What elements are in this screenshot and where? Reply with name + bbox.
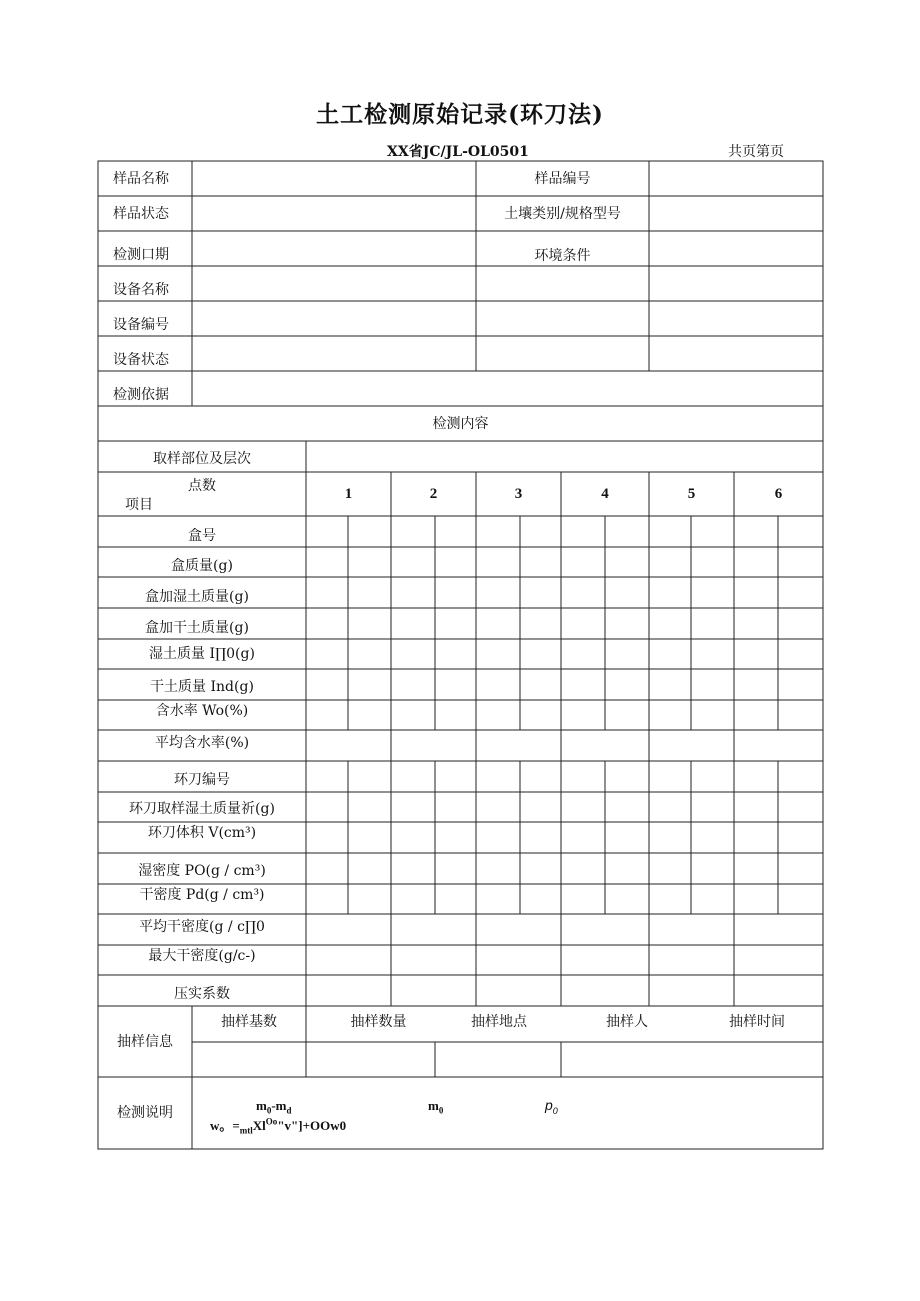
sampling-qty-label: 抽样数量 <box>350 1014 407 1030</box>
sample-state-label: 样品状态 <box>113 205 169 222</box>
box-wet-mass-label: 盒加湿土质量(g) <box>145 588 249 605</box>
sampling-person-label: 抽样人 <box>606 1014 648 1030</box>
points-label: 点数 <box>188 478 216 494</box>
sampling-time-label: 抽样时间 <box>729 1014 785 1030</box>
point-5-header: 5 <box>687 485 696 502</box>
point-4-header: 4 <box>601 485 609 502</box>
avg-water-content-label: 平均含水率(%) <box>154 734 250 751</box>
point-1-header: 1 <box>344 485 353 502</box>
sampling-info-label: 抽样信息 <box>117 1033 173 1050</box>
page-title: 土工检测原始记录(环刀法) <box>316 101 604 128</box>
environment-label: 环境条件 <box>534 247 591 264</box>
item-label: 项目 <box>125 497 153 513</box>
point-6-header: 6 <box>774 485 783 502</box>
equipment-name-label: 设备名称 <box>113 282 169 298</box>
dry-soil-mass-label: 干土质量 Ind(g) <box>150 678 254 695</box>
equipment-no-label: 设备编号 <box>113 317 169 333</box>
sample-name-label: 样品名称 <box>113 170 169 187</box>
soil-type-label: 土壤类别/规格型号 <box>504 205 621 222</box>
formula-p0: $p_0$ <box>545 1097 558 1116</box>
point-2-header: 2 <box>429 485 438 502</box>
sampling-base-label: 抽样基数 <box>221 1014 277 1030</box>
wet-soil-mass-label: 湿土质量 I∏0(g) <box>149 646 255 662</box>
box-mass-label: 盒质量(g) <box>171 558 233 574</box>
page-count: 共页第页 <box>728 144 784 160</box>
formula-m0: $m_0$ <box>428 1098 444 1116</box>
ring-no-label: 环刀编号 <box>174 771 230 788</box>
max-dry-density-label: 最大干密度(g/c-) <box>148 948 256 964</box>
box-no-label: 盒号 <box>188 527 216 544</box>
avg-dry-density-label: 平均干密度(g / c∏0 <box>139 918 265 935</box>
wet-density-label: 湿密度 PO(g / cm³) <box>138 862 266 879</box>
formula-water-content: w。$=_{mtl}Xl^{Oo}"v"]+OOw0$ <box>210 1116 347 1136</box>
sampling-location-label: 取样部位及层次 <box>153 450 251 467</box>
ring-wet-mass-label: 环刀取样湿土质量祈(g) <box>129 801 275 817</box>
box-dry-mass-label: 盒加干土质量(g) <box>145 619 249 636</box>
test-basis-label: 检测依据 <box>113 387 169 403</box>
test-notes-label: 检测说明 <box>117 1105 173 1121</box>
water-content-label: 含水率 Wo(%) <box>155 703 249 719</box>
formula-numerator: $m_0-m_d$ <box>256 1098 292 1116</box>
sample-no-label: 样品编号 <box>534 170 591 187</box>
point-3-header: 3 <box>514 485 523 502</box>
dry-density-label: 干密度 Pd(g / cm³) <box>139 887 265 903</box>
section-title: 检测内容 <box>432 415 489 432</box>
ring-volume-label: 环刀体积 V(cm³) <box>147 824 257 841</box>
document-code: XX省JC/JL-OL0501 <box>387 144 529 160</box>
test-date-label: 检测口期 <box>113 247 169 263</box>
equipment-state-label: 设备状态 <box>113 352 169 368</box>
sampling-place-label: 抽样地点 <box>471 1014 527 1030</box>
compaction-coefficient-label: 压实系数 <box>174 985 230 1002</box>
